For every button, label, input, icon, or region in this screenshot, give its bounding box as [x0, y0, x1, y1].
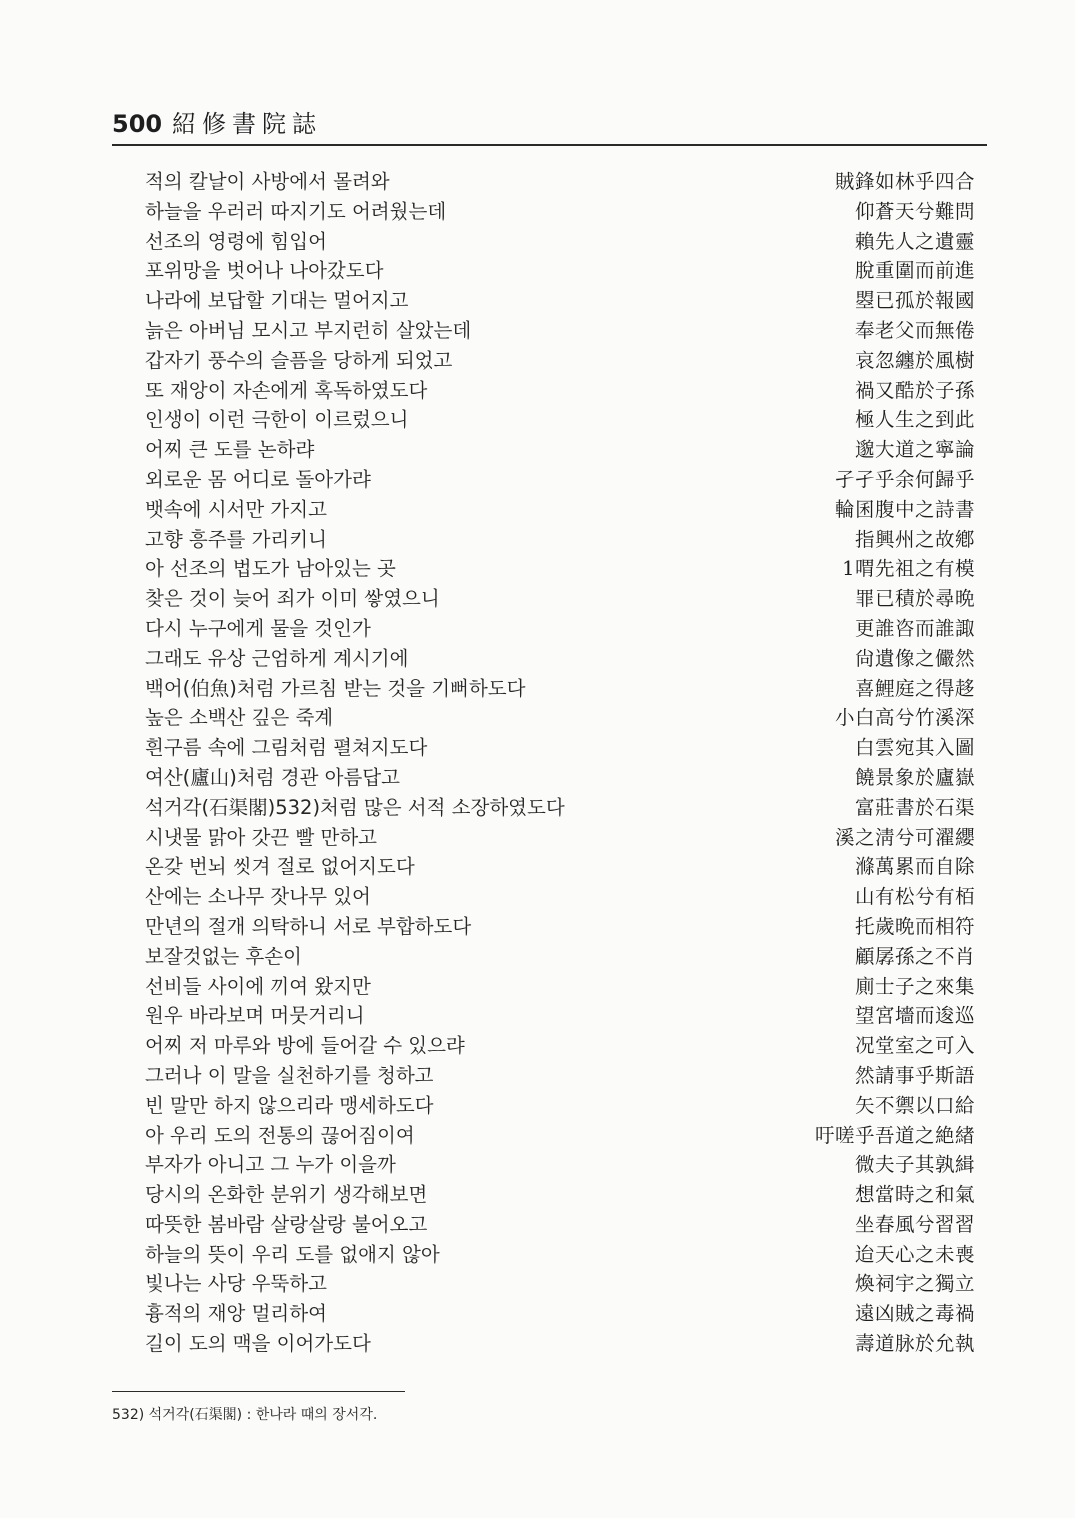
korean-translation-line: 높은 소백산 깊은 죽계	[145, 706, 334, 730]
classical-chinese-line: 顧孱孫之不肖	[854, 944, 975, 968]
korean-translation-line: 어찌 저 마루와 방에 들어갈 수 있으랴	[145, 1034, 465, 1058]
classical-chinese-line: 極人生之到此	[854, 408, 975, 432]
classical-chinese-line: 孑孑乎余何歸乎	[834, 467, 975, 491]
verse-body	[0, 167, 1075, 1359]
korean-translation-line: 만년의 절개 의탁하니 서로 부합하도다	[145, 914, 472, 938]
korean-translation-line: 적의 칼날이 사방에서 몰려와	[145, 170, 390, 193]
korean-translation-line: 또 재앙이 자손에게 혹독하였도다	[145, 378, 428, 402]
verse-row	[0, 256, 1075, 286]
korean-translation-line: 빈 말만 하지 않으리라 맹세하도다	[145, 1093, 434, 1117]
classical-chinese-line: 哀忽纏於風樹	[854, 348, 975, 372]
classical-chinese-line: 遠凶賊之毒禍	[854, 1302, 975, 1326]
verse-row	[0, 882, 1075, 912]
verse-row	[0, 1210, 1075, 1240]
classical-chinese-line: 饒景象於廬嶽	[854, 765, 975, 789]
verse-row	[0, 286, 1075, 316]
korean-translation-line: 백어(伯魚)처럼 가르침 받는 것을 기뻐하도다	[145, 676, 526, 700]
verse-row	[0, 227, 1075, 257]
korean-translation-line: 부자가 아니고 그 누가 이을까	[145, 1153, 396, 1177]
classical-chinese-line: 賴先人之遺靈	[854, 229, 975, 253]
verse-row	[0, 1091, 1075, 1121]
korean-translation-line: 그래도 유상 근엄하게 계시기에	[145, 646, 409, 670]
classical-chinese-line: 然請事乎斯語	[854, 1063, 975, 1087]
korean-translation-line: 갑자기 풍수의 슬픔을 당하게 되었고	[145, 348, 453, 372]
classical-chinese-line: 吁嗟乎吾道之絶緖	[814, 1123, 975, 1147]
classical-chinese-line: 微夫子其孰緝	[854, 1153, 975, 1177]
verse-row	[0, 1061, 1075, 1091]
classical-chinese-line: 邈大道之寧論	[854, 438, 975, 462]
korean-translation-line: 다시 누구에게 물을 것인가	[145, 616, 371, 640]
korean-translation-line: 산에는 소나무 잣나무 있어	[145, 885, 371, 909]
verse-row	[0, 793, 1075, 823]
classical-chinese-line: 指興州之故鄕	[854, 527, 975, 551]
verse-row	[0, 733, 1075, 763]
verse-row	[0, 167, 1075, 197]
classical-chinese-line: 想當時之和氣	[854, 1183, 975, 1207]
korean-translation-line: 포위망을 벗어나 나아갔도다	[145, 259, 384, 283]
classical-chinese-line: 1喟先祖之有模	[842, 557, 975, 581]
verse-row	[0, 644, 1075, 674]
verse-row	[0, 405, 1075, 435]
korean-translation-line: 찾은 것이 늦어 죄가 이미 쌓였으니	[145, 587, 440, 611]
korean-translation-line: 그러나 이 말을 실천하기를 청하고	[145, 1063, 434, 1087]
korean-translation-line: 외로운 몸 어디로 돌아가랴	[145, 467, 371, 491]
verse-row	[0, 554, 1075, 584]
classical-chinese-line: 况堂室之可入	[854, 1034, 975, 1058]
verse-row	[0, 942, 1075, 972]
classical-chinese-line: 罪已積於尋晩	[854, 587, 975, 611]
footnote-rule	[112, 1391, 405, 1392]
korean-translation-line: 고향 흥주를 가리키니	[145, 527, 327, 551]
page-header	[112, 108, 987, 146]
verse-row	[0, 763, 1075, 793]
verse-row	[0, 1299, 1075, 1329]
verse-row	[0, 1001, 1075, 1031]
korean-translation-line: 인생이 이런 극한이 이르렀으니	[145, 408, 409, 432]
korean-translation-line: 선비들 사이에 끼여 왔지만	[145, 974, 371, 998]
classical-chinese-line: 山有松兮有栢	[854, 885, 975, 909]
classical-chinese-line: 溪之淸兮可濯纓	[834, 825, 975, 849]
korean-translation-line: 빛나는 사당 우뚝하고	[145, 1272, 327, 1296]
classical-chinese-line: 壽道脉於允執	[854, 1332, 975, 1356]
classical-chinese-line: 坐春風兮習習	[854, 1212, 975, 1236]
verse-row	[0, 495, 1075, 525]
verse-row	[0, 674, 1075, 704]
verse-row	[0, 435, 1075, 465]
verse-row	[0, 703, 1075, 733]
korean-translation-line: 석거각(石渠閣)532)처럼 많은 서적 소장하였도다	[145, 795, 565, 819]
korean-translation-line: 흰구름 속에 그림처럼 펼쳐지도다	[145, 736, 428, 760]
korean-translation-line: 뱃속에 시서만 가지고	[145, 497, 327, 521]
verse-row	[0, 972, 1075, 1002]
verse-row	[0, 1240, 1075, 1270]
verse-row	[0, 1121, 1075, 1151]
verse-row	[0, 1180, 1075, 1210]
classical-chinese-line: 滌萬累而自除	[854, 855, 975, 879]
classical-chinese-line: 小白高兮竹溪深	[834, 706, 975, 730]
korean-translation-line: 하늘을 우러러 따지기도 어려웠는데	[145, 199, 447, 223]
verse-row	[0, 1269, 1075, 1299]
verse-row	[0, 525, 1075, 555]
verse-row	[0, 584, 1075, 614]
classical-chinese-line: 白雲宛其入圖	[854, 736, 975, 760]
verse-row	[0, 316, 1075, 346]
classical-chinese-line: 尙遺像之儼然	[854, 646, 975, 670]
verse-row	[0, 912, 1075, 942]
classical-chinese-line: 廁士子之來集	[854, 974, 975, 998]
classical-chinese-line: 煥祠宇之獨立	[854, 1272, 975, 1296]
korean-translation-line: 늙은 아버님 모시고 부지런히 살았는데	[145, 318, 472, 342]
classical-chinese-line: 賊鋒如林乎四合	[834, 170, 975, 193]
korean-translation-line: 선조의 영령에 힘입어	[145, 229, 327, 253]
korean-translation-line: 보잘것없는 후손이	[145, 944, 302, 968]
page-number: 500	[112, 110, 163, 138]
verse-row	[0, 346, 1075, 376]
verse-row	[0, 852, 1075, 882]
classical-chinese-line: 曌已孤於報國	[854, 289, 975, 313]
verse-row	[0, 614, 1075, 644]
verse-row	[0, 1150, 1075, 1180]
classical-chinese-line: 矢不禦以口給	[854, 1093, 975, 1117]
classical-chinese-line: 仰蒼天兮難問	[854, 199, 975, 223]
korean-translation-line: 길이 도의 맥을 이어가도다	[145, 1332, 371, 1356]
classical-chinese-line: 迨天心之未喪	[854, 1242, 975, 1266]
book-title: 紹修書院誌	[172, 110, 322, 138]
korean-translation-line: 원우 바라보며 머뭇거리니	[145, 1004, 365, 1028]
korean-translation-line: 따뜻한 봄바람 살랑살랑 불어오고	[145, 1212, 428, 1236]
verse-row	[0, 376, 1075, 406]
verse-row	[0, 823, 1075, 853]
korean-translation-line: 시냇물 맑아 갓끈 빨 만하고	[145, 825, 378, 849]
korean-translation-line: 하늘의 뜻이 우리 도를 없애지 않아	[145, 1242, 440, 1266]
classical-chinese-line: 托歲晩而相符	[854, 914, 975, 938]
classical-chinese-line: 更誰咨而誰諏	[854, 616, 975, 640]
korean-translation-line: 아 선조의 법도가 남아있는 곳	[145, 557, 396, 581]
header-rule	[112, 144, 987, 146]
classical-chinese-line: 喜鯉庭之得趍	[854, 676, 975, 700]
verse-row	[0, 1031, 1075, 1061]
classical-chinese-line: 禍又酷於子孫	[854, 378, 975, 402]
classical-chinese-line: 奉老父而無倦	[854, 318, 975, 342]
classical-chinese-line: 輪囷腹中之詩書	[834, 497, 975, 521]
classical-chinese-line: 望宮墻而逡巡	[854, 1004, 975, 1028]
korean-translation-line: 당시의 온화한 분위기 생각해보면	[145, 1183, 428, 1207]
korean-translation-line: 흉적의 재앙 멀리하여	[145, 1302, 327, 1326]
korean-translation-line: 나라에 보답할 기대는 멀어지고	[145, 289, 409, 313]
classical-chinese-line: 脫重圍而前進	[854, 259, 975, 283]
verse-row	[0, 1329, 1075, 1359]
korean-translation-line: 온갖 번뇌 씻겨 절로 없어지도다	[145, 855, 415, 879]
korean-translation-line: 여산(廬山)처럼 경관 아름답고	[145, 765, 400, 789]
footnote: 532) 석거각(石渠閣) : 한나라 때의 장서각.	[112, 1407, 378, 1423]
korean-translation-line: 어찌 큰 도를 논하랴	[145, 438, 315, 462]
korean-translation-line: 아 우리 도의 전통의 끊어짐이여	[145, 1123, 415, 1147]
classical-chinese-line: 富莊書於石渠	[854, 795, 975, 819]
verse-row	[0, 197, 1075, 227]
verse-row	[0, 465, 1075, 495]
